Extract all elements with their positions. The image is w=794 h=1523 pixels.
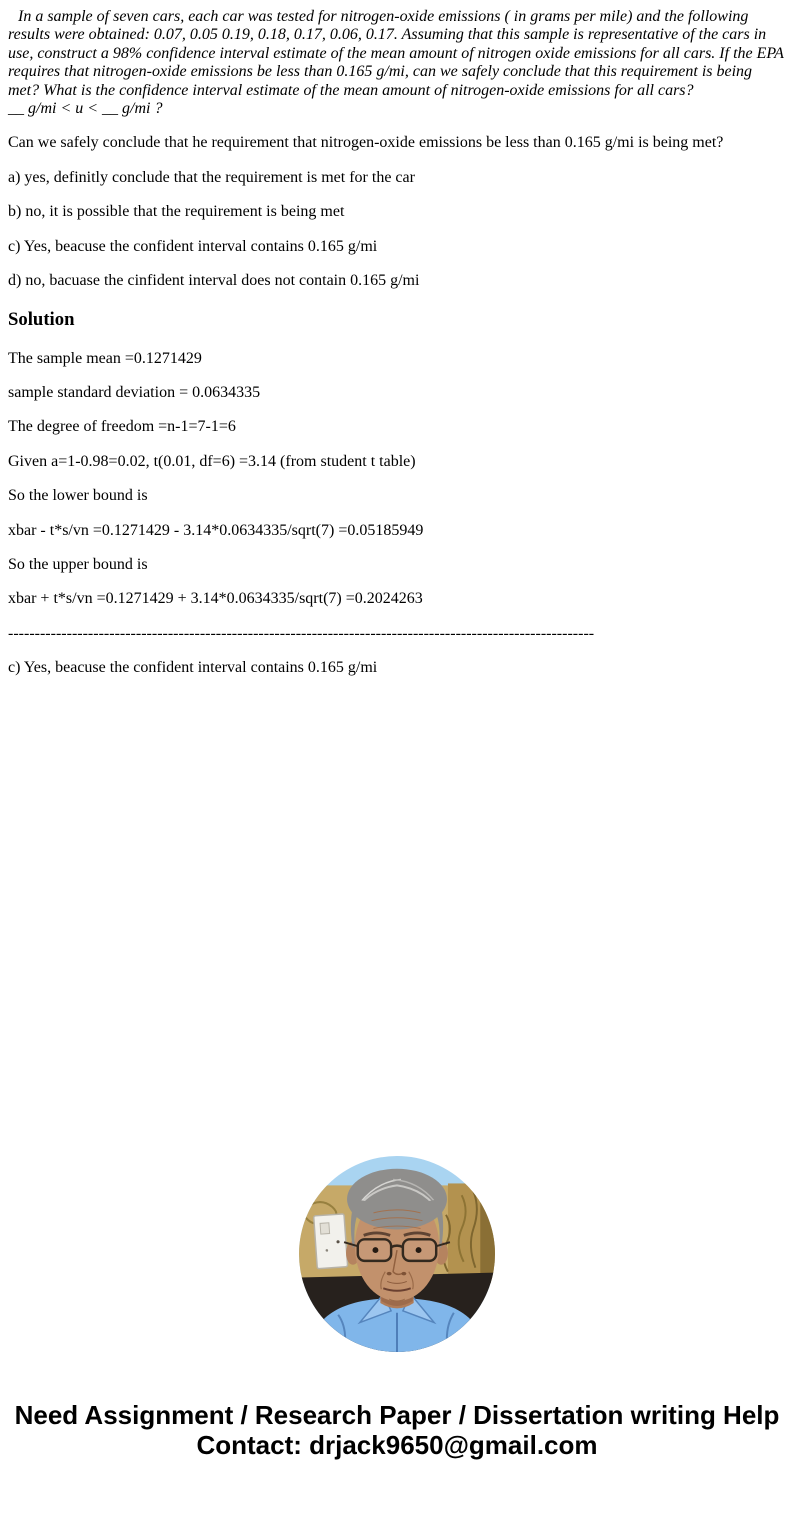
confidence-interval-blank: __ g/mi < u < __ g/mi ? xyxy=(8,99,163,117)
solution-step-sd: sample standard deviation = 0.0634335 xyxy=(8,384,261,402)
footer-heading: Need Assignment / Research Paper / Dissertation writing Help xyxy=(14,1399,780,1430)
option-c: c) Yes, beacuse the confident interval contains 0.165 g/mi xyxy=(8,237,378,255)
footer-ad xyxy=(8,1400,786,1460)
document-page xyxy=(8,8,786,1460)
problem-text: In a sample of seven cars, each car was tested for nitrogen-oxide emissions ( in grams per mile) and the following results were obtained: 0.07, 0.05 0.19, 0.18, 0.17, 0.06, 0.17. Assuming that this sample is representative of the cars in use, construct a 98% confidence interval estimate of the mean amount of nitrogen oxide emissions for all cars. If the EPA requires that nitrogen-oxide emissions be less than 0.165 g/mi, can we safely conclude that this requirement is being met? What is the confidence interval estimate of the mean amount of nitrogen-oxide emissions for all cars? xyxy=(8,8,784,99)
solution-step-tvalue: Given a=1-0.98=0.02, t(0.01, df=6) =3.14 (from student t table) xyxy=(8,452,416,470)
question-prompt: Can we safely conclude that he requirement that nitrogen-oxide emissions be less than 0.165 g/mi is being met? xyxy=(8,134,724,152)
solution-step-lower-label: So the lower bound is xyxy=(8,487,148,505)
problem-statement xyxy=(8,8,786,118)
solution-step-upper-label: So the upper bound is xyxy=(8,556,148,574)
final-answer: c) Yes, beacuse the confident interval contains 0.165 g/mi xyxy=(8,659,378,677)
option-a: a) yes, definitly conclude that the requirement is met for the car xyxy=(8,168,415,186)
solution-step-df: The degree of freedom =n-1=7-1=6 xyxy=(8,418,236,436)
option-b: b) no, it is possible that the requirement is being met xyxy=(8,203,345,221)
footer-contact-email: Contact: drjack9650@gmail.com xyxy=(196,1429,598,1460)
solution-step-mean: The sample mean =0.1271429 xyxy=(8,349,202,367)
solution-step-upper-calc: xbar + t*s/vn =0.1271429 + 3.14*0.0634335/sqrt(7) =0.2024263 xyxy=(8,590,423,608)
option-d: d) no, bacuase the cinfident interval does not contain 0.165 g/mi xyxy=(8,271,420,289)
tutor-photo-icon xyxy=(299,1156,495,1352)
solution-heading: Solution xyxy=(8,308,75,330)
avatar xyxy=(299,1156,495,1352)
solution-step-lower-calc: xbar - t*s/vn =0.1271429 - 3.14*0.0634335/sqrt(7) =0.05185949 xyxy=(8,521,424,539)
dashed-separator: -------------------------------------------------------------------------------------------------------------- xyxy=(8,624,595,642)
